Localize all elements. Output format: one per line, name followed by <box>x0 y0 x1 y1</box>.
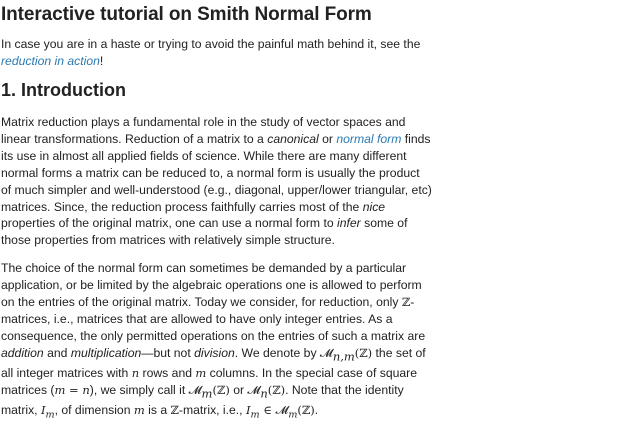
introduction-paragraph-1 <box>1 114 433 249</box>
p2-text-15: . <box>314 402 319 417</box>
p2-text-3: and <box>43 345 71 360</box>
math-subscript-n: n <box>260 385 268 400</box>
p2-text-13: is a <box>144 402 171 417</box>
reduction-in-action-link[interactable]: reduction in action <box>1 53 100 68</box>
math-script-m: 𝓜 <box>275 402 289 417</box>
math-script-m: 𝓜 <box>188 382 202 397</box>
p2-text-9: ), we simply call it <box>89 382 189 397</box>
math-subscript-m: m <box>201 385 213 400</box>
math-subscript-nm: n,m <box>332 348 355 363</box>
math-arg-z: (ℤ) <box>297 402 315 417</box>
p1-text-3: finds its use in almost all applied fields of science. While there are many different normal forms a matrix can be reduced to, a normal form is usually the product of much simpler and well-understood (e.g., diagonal, upper/lower triangular, etc) matrices. Since, the reduction process faithfully carries most of the <box>1 131 432 214</box>
section-heading-introduction: 1. Introduction <box>1 80 126 100</box>
p2-text-8: columns. In the special case of square matrices ( <box>1 365 417 397</box>
intro-text-end: ! <box>99 53 104 68</box>
math-script-m: 𝓜 <box>319 345 333 360</box>
p2-text-10: or <box>229 382 248 397</box>
math-i: I <box>40 402 46 417</box>
math-subscript-m: m <box>288 409 298 421</box>
math-i: I <box>245 402 251 417</box>
math-arg-z: (ℤ) <box>212 382 230 397</box>
math-element-of: ∈ <box>259 402 276 417</box>
p1-text-5: some of those properties from matrices with relatively simple structure. <box>1 216 408 248</box>
p1-text-4: properties of the original matrix, one can use a normal form to <box>1 216 337 231</box>
p2-text-5: . We denote by <box>234 345 320 360</box>
p2-text-14: -matrix, i.e., <box>178 402 246 417</box>
math-m: m <box>133 402 145 417</box>
math-arg-z: (ℤ) <box>267 382 286 397</box>
intro-paragraph <box>1 36 431 70</box>
math-matrix-set-nm <box>319 345 373 363</box>
p2-emphasis-multiplication: multiplication <box>70 345 142 360</box>
math-n: n <box>131 365 140 380</box>
introduction-paragraph-2 <box>1 260 433 424</box>
math-integers-symbol: ℤ <box>170 402 179 417</box>
math-m: m <box>195 365 207 380</box>
math-identity-matrix <box>40 402 55 421</box>
p2-text-12: , of dimension <box>54 402 134 417</box>
math-integers-symbol: ℤ <box>401 294 411 309</box>
p2-emphasis-addition: addition <box>1 345 44 360</box>
intro-text: In case you are in a haste or trying to avoid the painful math behind it, see the <box>1 37 421 51</box>
p2-text-4: —but not <box>141 345 195 360</box>
math-matrix-set-n <box>247 382 286 400</box>
math-identity-in-set <box>245 402 315 421</box>
math-matrix-set-m <box>188 382 230 400</box>
page-title: Interactive tutorial on Smith Normal Form <box>1 4 372 25</box>
math-m-equals-n: m = n <box>54 382 90 397</box>
p1-text-2: or <box>318 131 337 146</box>
p1-emphasis-infer: infer <box>337 216 361 231</box>
p2-text-7: rows and <box>139 365 196 380</box>
normal-form-link[interactable]: normal form <box>336 131 402 146</box>
p2-text-2: -matrices, i.e., matrices that are allowed to have only integer entries. As a consequence, the only permitted operations on the entries of such a matrix are <box>1 294 426 343</box>
p1-emphasis-nice: nice <box>362 199 386 214</box>
p2-emphasis-division: division <box>194 345 235 360</box>
math-script-m: 𝓜 <box>247 382 261 397</box>
p1-emphasis-canonical: canonical <box>267 131 319 146</box>
p2-text-6: the set of all integer matrices with <box>1 345 426 380</box>
p2-text-1: The choice of the normal form can sometimes be demanded by a particular application, or be limited by the algebraic operations one is allowed to perform on the entries of the original matrix. Today we consider, for reduction, only <box>1 261 422 309</box>
math-subscript-m: m <box>45 409 55 421</box>
p2-text-11: . Note that the identity matrix, <box>1 382 404 417</box>
p1-text-1: Matrix reduction plays a fundamental role in the study of vector spaces and linear transformations. Reduction of a matrix to a <box>1 115 406 146</box>
math-arg-z: (ℤ) <box>354 345 373 360</box>
math-subscript-m: m <box>250 409 260 421</box>
